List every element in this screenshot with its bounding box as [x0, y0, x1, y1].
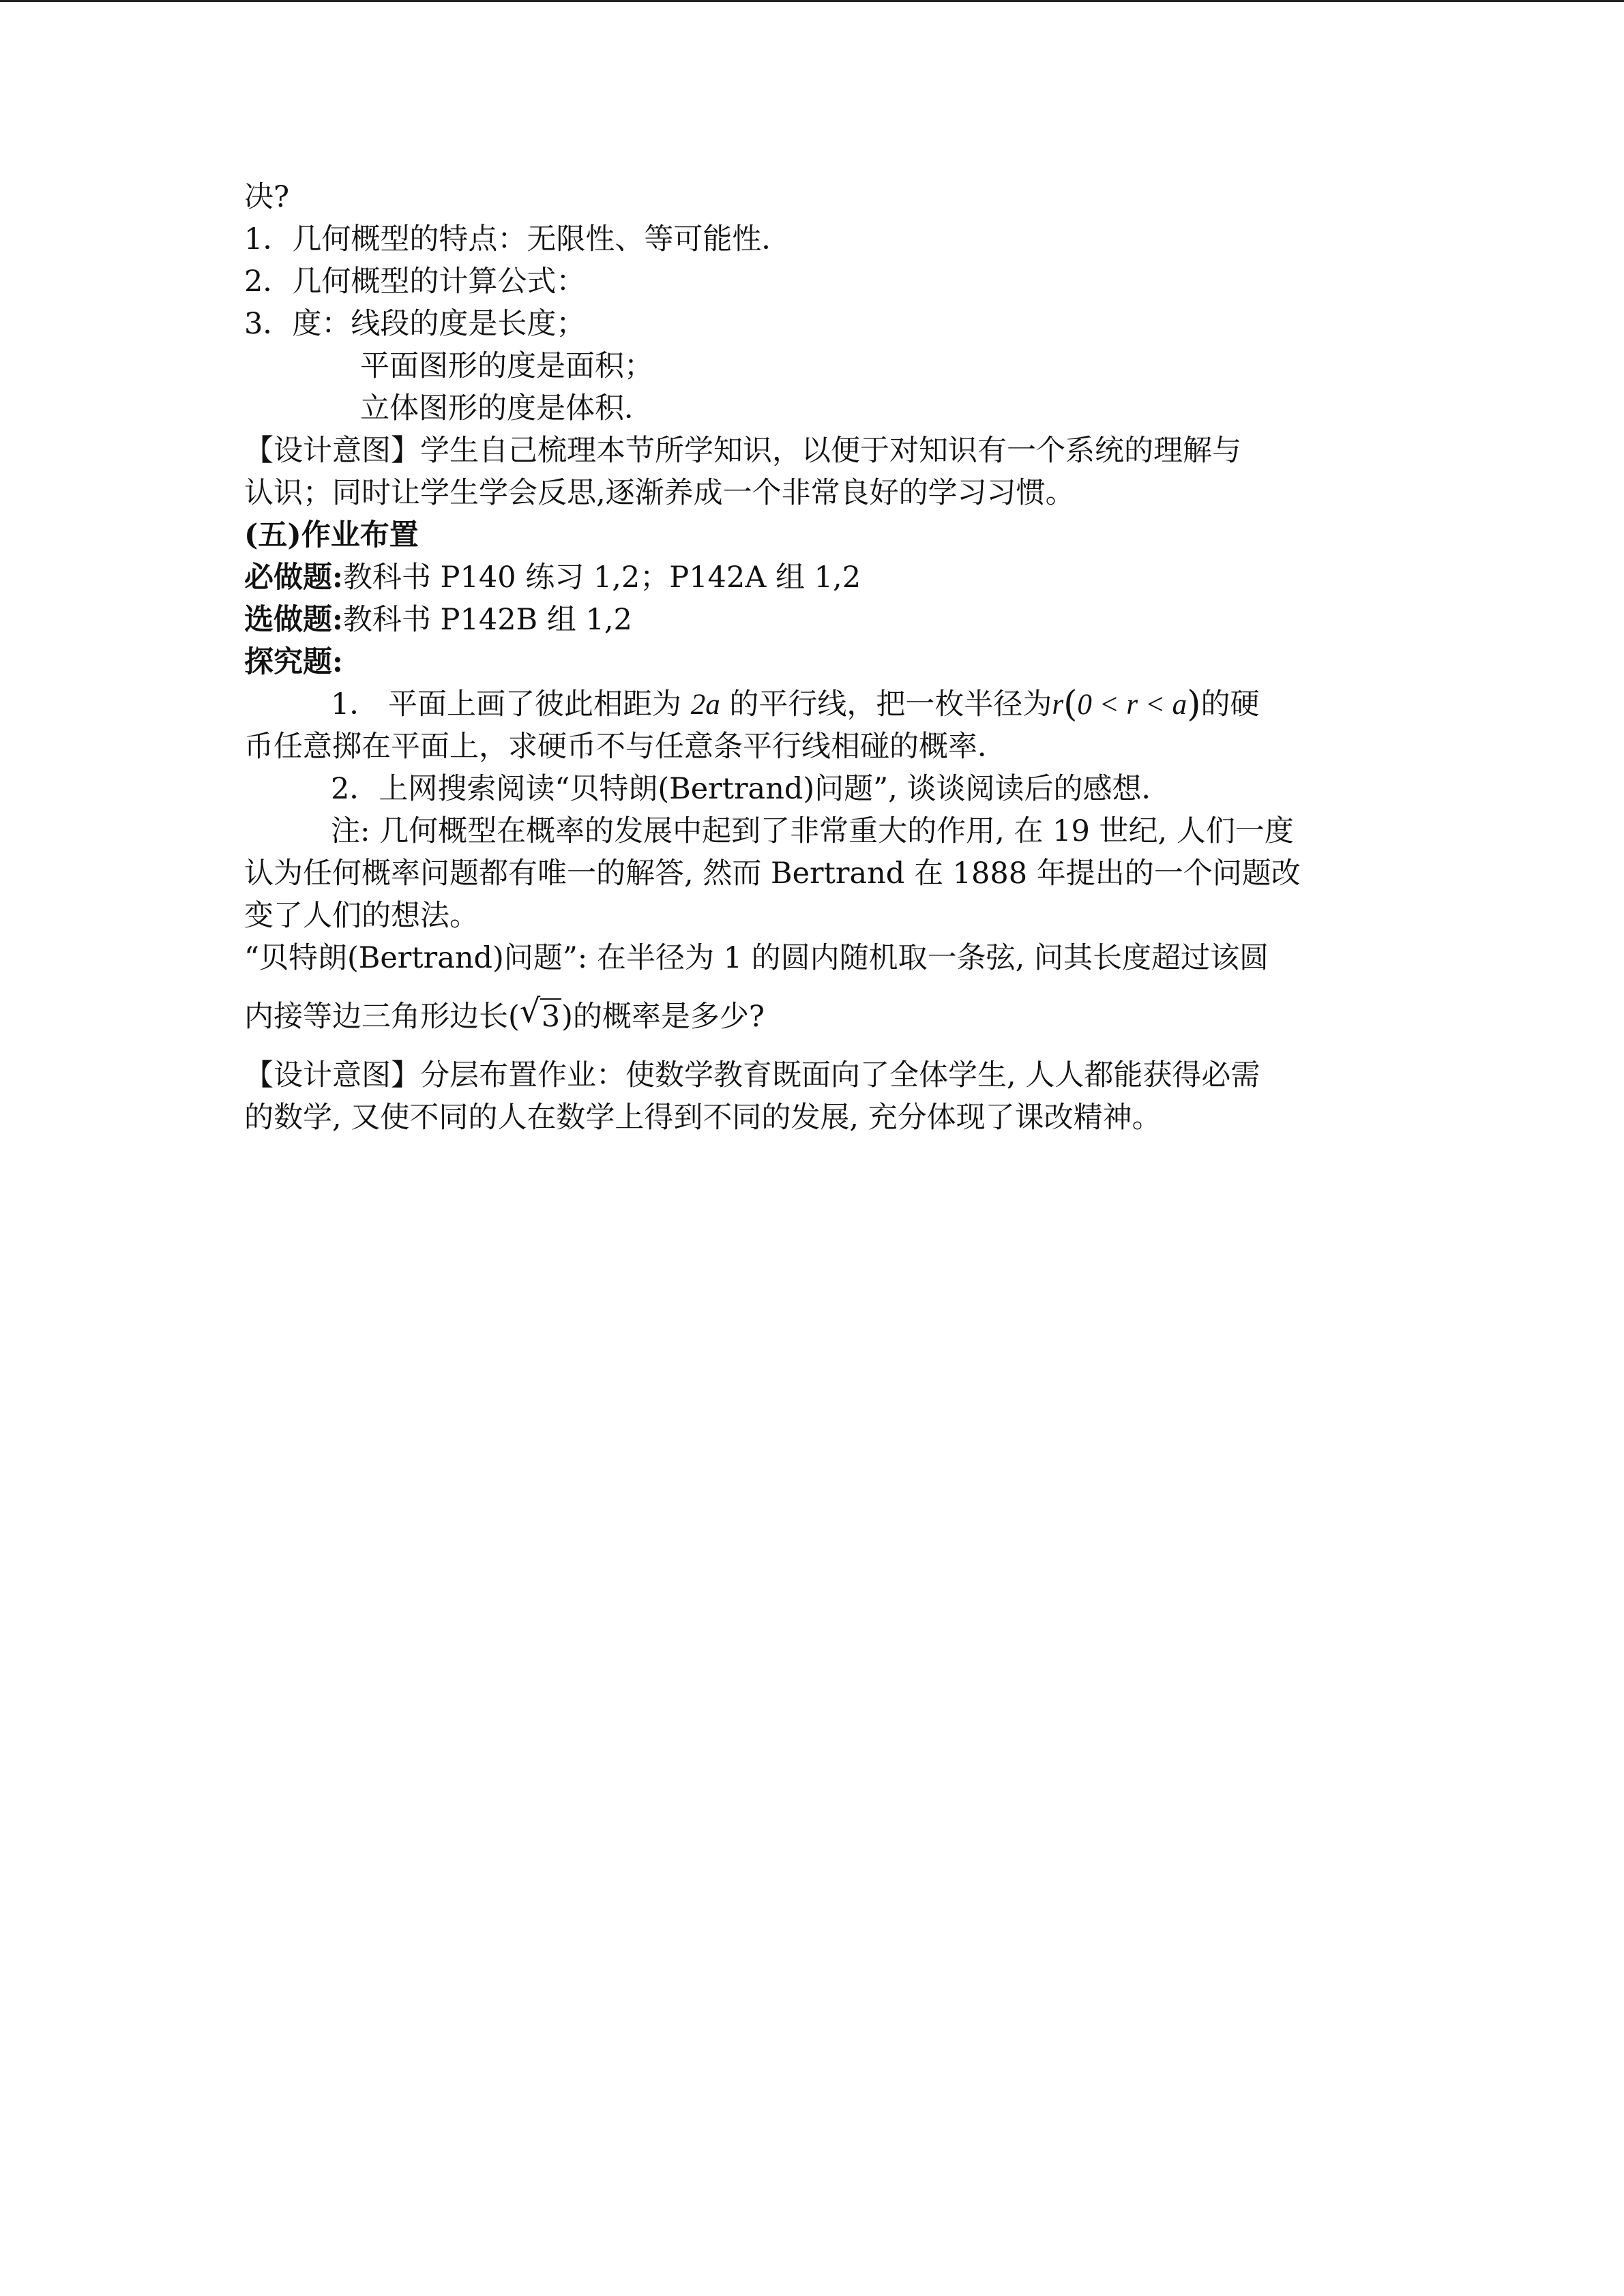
bertrand-problem-line-2	[244, 992, 1376, 1038]
text-line: 决?	[244, 180, 290, 214]
math-variable: r	[1052, 689, 1064, 721]
bertrand-problem-line-1: “贝特朗(Bertrand)问题”: 在半径为 1 的圆内随机取一条弦, 问其长度超过该圆	[244, 941, 1269, 975]
exploration-problem-2: 2．上网搜索阅读“贝特朗(Bertrand)问题”, 谈谈阅读后的感想．	[331, 772, 1171, 806]
optional-homework-text: 教科书 P142B 组 1,2	[342, 603, 632, 637]
optional-homework-label: 选做题:	[244, 603, 343, 637]
required-homework-line	[244, 556, 1376, 599]
section-heading-homework: (五)作业布置	[244, 518, 419, 552]
text-segment: 的硬	[1200, 687, 1260, 721]
text-segment: 1． 平面上画了彼此相距为	[331, 687, 691, 721]
exploration-problem-1-line-1	[244, 683, 1376, 726]
page-top-border	[0, 0, 1624, 2]
note-paragraph-line-3: 变了人们的想法。	[244, 899, 479, 933]
exploration-problem-1-line-2: 币任意掷在平面上，求硬币不与任意条平行线相碰的概率．	[244, 730, 1007, 764]
math-inequality: 0 < r < a	[1077, 689, 1187, 721]
design-intent-paragraph-1-line-2: 认识；同时让学生学会反思,逐渐养成一个非常良好的学习习惯。	[244, 476, 1075, 510]
exploration-label: 探究题:	[244, 645, 343, 679]
summary-item-1: 1．几何概型的特点：无限性、等可能性．	[244, 222, 791, 256]
required-homework-text: 教科书 P140 练习 1,2；P142A 组 1,2	[342, 561, 861, 595]
text-segment: 的平行线，把一枚半径为	[720, 687, 1052, 721]
text-segment: )的概率是多少?	[561, 1000, 765, 1034]
summary-item-3-sub-2: 立体图形的度是体积．	[360, 391, 653, 426]
math-paren-open: (	[1063, 684, 1078, 725]
radicand: 3	[541, 1000, 561, 1034]
summary-item-3: 3．度：线段的度是长度；	[244, 307, 586, 341]
summary-item-2: 2．几何概型的计算公式：	[244, 265, 586, 299]
design-intent-paragraph-2-line-1: 【设计意图】分层布置作业：使数学教育既面向了全体学生, 人人都能获得必需	[244, 1058, 1260, 1092]
note-paragraph-line-2: 认为任何概率问题都有唯一的解答, 然而 Bertrand 在 1888 年提出的一个问题改	[244, 856, 1301, 891]
radical-sign: √	[519, 992, 541, 1030]
square-root-expression	[519, 992, 561, 1038]
optional-homework-line	[244, 599, 1376, 641]
note-paragraph-line-1: 注: 几何概型在概率的发展中起到了非常重大的作用, 在 19 世纪, 人们一度	[331, 814, 1294, 848]
document-body	[244, 176, 1376, 1139]
design-intent-paragraph-1-line-1: 【设计意图】学生自己梳理本节所学知识，以便于对知识有一个系统的理解与	[244, 434, 1241, 468]
text-segment: 内接等边三角形边长(	[244, 1000, 520, 1034]
math-paren-close: )	[1187, 684, 1201, 725]
design-intent-paragraph-2-line-2: 的数学, 又使不同的人在数学上得到不同的发展, 充分体现了课改精神。	[244, 1101, 1162, 1135]
math-expression: 2a	[690, 689, 720, 721]
summary-item-3-sub-1: 平面图形的度是面积；	[360, 349, 653, 383]
required-homework-label: 必做题:	[244, 561, 343, 595]
